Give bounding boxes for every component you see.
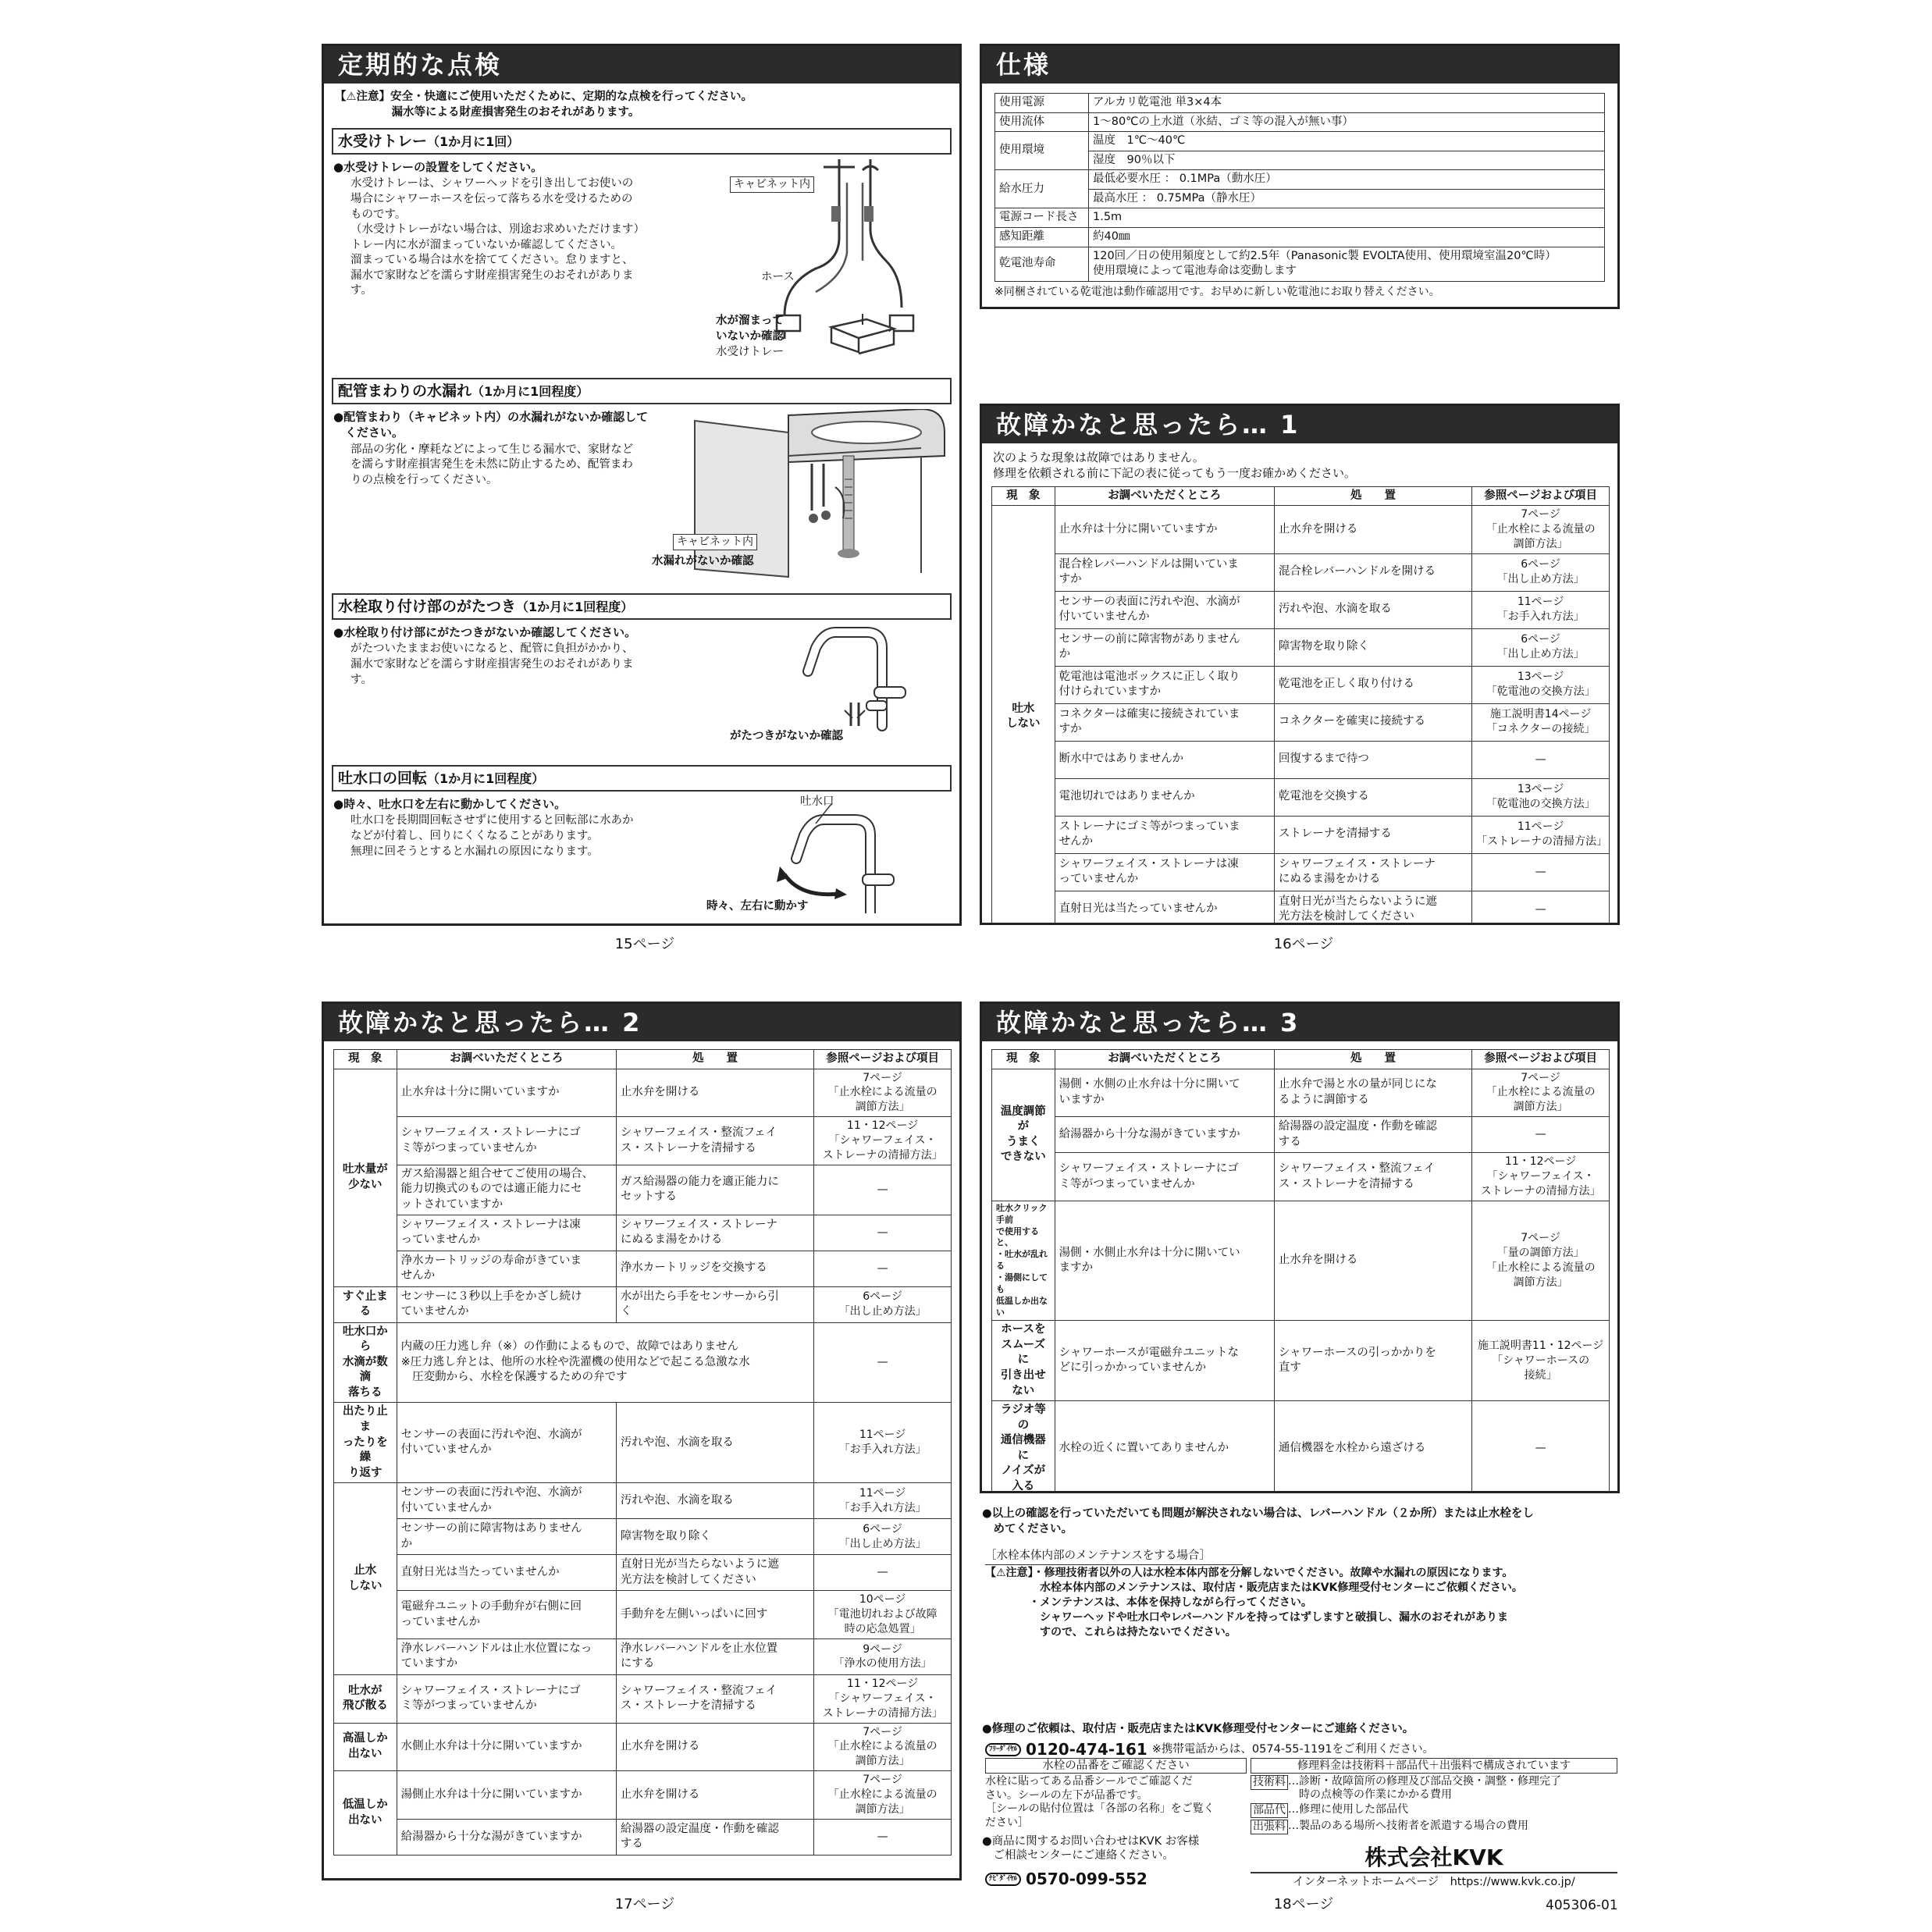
table-row	[334, 1165, 952, 1215]
check-cell: 直射日光は当たっていませんか	[1055, 891, 1274, 925]
maintenance-caution: 【⚠注意】・修理技術者以外の人は水栓本体内部を分解しないでください。故障や水漏れの原因になります。 水栓本体内部のメンテナンスは、取付店・販売店またはKVK修理受付センターにご依頼ください。 ・メンテナンスは、本体を保持しながら行ってください。 シャワーヘッドや吐水口やレバーハンドルを持ってはずしますと破損し、漏水のおそれがありま すので、これらは持たないでください。	[985, 1567, 1523, 1638]
table-header: 参照ページおよび項目	[814, 1050, 952, 1069]
check-cell: 電磁弁ユニットの手動弁が右側に回 っていませんか	[397, 1591, 616, 1639]
reference-cell: 7ページ 「止水栓による流量の 調節方法」	[814, 1069, 952, 1117]
check-cell: センサーに３秒以上手をかざし続け ていませんか	[397, 1286, 616, 1322]
action-cell: シャワーフェイス・整流フェイ ス・ストレーナを清掃する	[1274, 1153, 1471, 1201]
reference-cell: 7ページ 「止水栓による流量の 調節方法」	[814, 1723, 952, 1771]
spec-row	[995, 227, 1605, 247]
fee-label: 部品代	[1251, 1803, 1288, 1818]
action-cell: 直射日光が当たらないように遮 光方法を検討してください	[1274, 891, 1471, 925]
spec-key: 使用電源	[995, 94, 1089, 113]
spec-row	[995, 94, 1605, 113]
section-heading: 水受けトレー（1か月に1回）	[332, 128, 952, 155]
fee-box	[1251, 1758, 1617, 1834]
rotate-instruction-label: 時々、左右に動かす	[706, 900, 809, 913]
spec-key: 乾電池寿命	[995, 247, 1089, 281]
table-row	[334, 1403, 952, 1483]
table-row	[992, 666, 1610, 703]
action-cell: 汚れや泡、水滴を取る	[616, 1483, 813, 1519]
maintenance-heading: ［水栓本体内部のメンテナンスをする場合］	[985, 1549, 1243, 1565]
table-header: お調べいただくところ	[1055, 1050, 1274, 1069]
table-row	[334, 1286, 952, 1322]
symptom-cell: 高温しか 出ない	[334, 1723, 397, 1771]
reference-cell: 11ページ 「ストレーナの清掃方法」	[1472, 816, 1610, 853]
trouble-table-1	[991, 486, 1610, 926]
reference-cell: 11・12ページ 「シャワーフェイス・ ストレーナの清掃方法」	[1472, 1153, 1610, 1201]
check-cell: シャワーフェイス・ストレーナにゴ ミ等がつまっていませんか	[1055, 1153, 1274, 1201]
trouble-intro: 次のような現象は故障ではありません。 修理を依頼される前に下記の表に従ってもう一度お確かめください。	[993, 450, 1357, 481]
symptom-cell: すぐ止まる	[334, 1286, 397, 1322]
spec-key: 使用環境	[995, 132, 1089, 170]
table-row	[992, 506, 1610, 554]
action-cell: 汚れや泡、水滴を取る	[1274, 591, 1471, 628]
section-heading: 水栓取り付け部のがたつき（1か月に1回程度）	[332, 593, 952, 620]
wobble-check-label: がたつきがないか確認	[730, 730, 843, 743]
bullet: ●配管まわり（キャビネット内）の水漏れがないか確認して ください。	[333, 410, 649, 440]
spec-value: 最低必要水圧 ： 0.1MPa（動水圧）	[1089, 170, 1605, 190]
page-number-18: 18ページ	[1273, 1896, 1334, 1912]
table-row	[992, 853, 1610, 891]
reference-cell: 11ページ 「お手入れ方法」	[814, 1403, 952, 1483]
reference-cell: —	[814, 1165, 952, 1215]
symptom-cell: 吐水量が 少ない	[334, 1069, 397, 1286]
action-cell: シャワーホースの引っかかりを 直す	[1274, 1321, 1471, 1401]
table-row	[992, 628, 1610, 666]
spec-value: 1.5m	[1089, 208, 1605, 228]
table-row	[334, 1819, 952, 1855]
tray-label: 水受けトレー	[716, 346, 784, 359]
reference-cell: —	[1472, 1401, 1610, 1493]
page-16-trouble-panel	[980, 404, 1620, 925]
action-cell: シャワーフェイス・ストレーナ にぬるま湯をかける	[616, 1215, 813, 1251]
spec-value: 120回／日の使用頻度として約2.5年（Panasonic製 EVOLTA使用、使用環境室温20℃時） 使用環境によって電池寿命は変動します	[1089, 247, 1605, 281]
action-cell: 止水弁を開ける	[616, 1723, 813, 1771]
action-cell: 水が出たら手をセンサーから引 く	[616, 1286, 813, 1322]
table-row	[334, 1483, 952, 1519]
cabinet-label: キャビネット内	[730, 176, 814, 193]
symptom-cell: 温度調節が うまく できない	[992, 1069, 1055, 1201]
table-row	[992, 1117, 1610, 1153]
action-cell: 止水弁を開ける	[1274, 506, 1471, 554]
table-row	[334, 1251, 952, 1286]
check-cell: 湯側止水弁は十分に開いていますか	[397, 1771, 616, 1820]
action-cell: 通信機器を水栓から遠ざける	[1274, 1401, 1471, 1493]
section-spout-rotation	[324, 765, 959, 921]
reference-cell: 6ページ 「出し止め方法」	[814, 1519, 952, 1555]
symptom-cell: 低温しか 出ない	[334, 1771, 397, 1856]
table-row	[334, 1591, 952, 1639]
action-cell: 止水弁を開ける	[616, 1771, 813, 1820]
reference-cell: —	[814, 1819, 952, 1855]
check-cell: コネクターは確実に接続されていま すか	[1055, 703, 1274, 741]
reference-cell: 10ページ 「電池切れおよび故障 時の応急処置」	[814, 1591, 952, 1639]
table-row	[992, 741, 1610, 778]
page-number-15: 15ページ	[614, 936, 675, 952]
fee-label: 出張料	[1251, 1820, 1288, 1834]
spec-row	[995, 132, 1605, 151]
reference-cell: 9ページ 「浄水の使用方法」	[814, 1638, 952, 1674]
table-row	[992, 1321, 1610, 1401]
reference-cell: —	[1472, 853, 1610, 891]
table-row	[992, 1401, 1610, 1493]
free-dial-icon: ﾌﾘｰﾀﾞｲﾔﾙ	[985, 1743, 1021, 1756]
spec-title: 仕様	[982, 46, 1617, 84]
check-cell: 断水中ではありませんか	[1055, 741, 1274, 778]
page-15-title: 定期的な点検	[324, 46, 959, 84]
table-row	[992, 553, 1610, 591]
section-heading: 配管まわりの水漏れ（1か月に1回程度）	[332, 378, 952, 404]
action-cell: 止水弁で湯と水の量が同じにな るように調節する	[1274, 1069, 1471, 1117]
table-header: 参照ページおよび項目	[1472, 486, 1610, 506]
table-header-row	[992, 1050, 1610, 1069]
spec-value: アルカリ乾電池 単3×4本	[1089, 94, 1605, 113]
fee-row	[1251, 1775, 1617, 1802]
fee-label: 技術料	[1251, 1775, 1288, 1790]
action-cell: 止水弁を開ける	[616, 1069, 813, 1117]
check-cell: 浄水レバーハンドルは止水位置になっ ていますか	[397, 1638, 616, 1674]
action-cell: 回復するまで待つ	[1274, 741, 1471, 778]
check-cell: 止水弁は十分に開いていますか	[1055, 506, 1274, 554]
body-text: がたついたままお使いになると、配管に負担がかかり、 漏水で家財などを濡らす財産損害発生のおそれがありま す。	[350, 642, 634, 686]
table-row	[992, 591, 1610, 628]
reference-cell: —	[814, 1215, 952, 1251]
check-cell: 乾電池は電池ボックスに正しく取り 付けられていますか	[1055, 666, 1274, 703]
navi-dial-icon: ﾅﾋﾞﾀﾞｲﾔﾙ	[985, 1873, 1021, 1885]
action-cell: 混合栓レバーハンドルを開ける	[1274, 553, 1471, 591]
reference-cell: 11・12ページ 「シャワーフェイス・ ストレーナの清掃方法」	[814, 1117, 952, 1165]
trouble-table-3	[991, 1049, 1610, 1493]
check-cell: 湯側・水側止水弁は十分に開いてい ますか	[1055, 1201, 1274, 1320]
part-number-heading: 水栓の品番をご確認ください	[985, 1758, 1247, 1774]
spec-row	[995, 247, 1605, 281]
page-number-16: 16ページ	[1273, 936, 1334, 952]
check-cell: ストレーナにゴミ等がつまっていま せんか	[1055, 816, 1274, 853]
action-cell: 給湯器の設定温度・作動を確認 する	[616, 1819, 813, 1855]
fee-rows	[1251, 1775, 1617, 1834]
action-cell: 手動弁を左側いっぱいに回す	[616, 1591, 813, 1639]
fee-desc: …診断・故障箇所の修理及び部品交換・調整・修理完了 時の点検等の作業にかかる費用	[1288, 1775, 1561, 1801]
trouble-1-title: 故障かなと思ったら… 1	[982, 406, 1617, 443]
hose-label: ホース	[761, 271, 795, 284]
table-row	[992, 1069, 1610, 1117]
reference-cell: 6ページ 「出し止め方法」	[1472, 553, 1610, 591]
action-cell: シャワーフェイス・整流フェイ ス・ストレーナを清掃する	[616, 1117, 813, 1165]
leak-check-label: 水漏れがないか確認	[652, 555, 754, 568]
check-cell: センサーの表面に汚れや泡、水滴が 付いていませんか	[1055, 591, 1274, 628]
trouble-3-title: 故障かなと思ったら… 3	[982, 1004, 1617, 1041]
action-cell: ガス給湯器の能力を適正能力に セットする	[616, 1165, 813, 1215]
table-row	[334, 1723, 952, 1771]
check-cell: 直射日光は当たっていませんか	[397, 1555, 616, 1591]
action-cell: 直射日光が当たらないように遮 光方法を検討してください	[616, 1555, 813, 1591]
check-cell: 水側止水弁は十分に開いていますか	[397, 1723, 616, 1771]
table-row	[334, 1069, 952, 1117]
symptom-cell: 吐水が 飛び散る	[334, 1674, 397, 1723]
reference-cell: 11ページ 「お手入れ方法」	[814, 1483, 952, 1519]
reference-cell: 7ページ 「止水栓による流量の 調節方法」	[814, 1771, 952, 1820]
fee-row	[1251, 1820, 1617, 1834]
symptom-cell: 吐水口から 水滴が数滴 落ちる	[334, 1322, 397, 1403]
check-cell: 電池切れではありませんか	[1055, 778, 1274, 816]
reference-cell: —	[814, 1322, 952, 1403]
spout-label: 吐水口	[800, 795, 834, 809]
page-16-spec-panel	[980, 44, 1620, 309]
table-row	[992, 816, 1610, 853]
check-cell: 給湯器から十分な湯がきていますか	[397, 1819, 616, 1855]
reference-cell: 7ページ 「量の調節方法」 「止水栓による流量の 調節方法」	[1472, 1201, 1610, 1320]
check-cell: 湯側・水側の止水弁は十分に開いて いますか	[1055, 1069, 1274, 1117]
spec-value: 最高水圧 ： 0.75MPa（静水圧）	[1089, 189, 1605, 208]
table-row	[992, 1201, 1610, 1320]
check-cell: センサーの前に障害物がありません か	[1055, 628, 1274, 666]
table-header: 処 置	[1274, 1050, 1471, 1069]
caution-note: 【⚠注意】安全・快適にご使用いただくために、定期的な点検を行ってください。 漏水等による財産損害発生のおそれがあります。	[335, 91, 753, 119]
fee-desc: …修理に使用した部品代	[1288, 1802, 1408, 1816]
check-cell: 混合栓レバーハンドルは開いていま すか	[1055, 553, 1274, 591]
check-cell: シャワーホースが電磁弁ユニットな どに引っかかっていませんか	[1055, 1321, 1274, 1401]
part-number-box	[985, 1758, 1247, 1830]
table-row	[334, 1674, 952, 1723]
spec-value: 約40㎜	[1089, 227, 1605, 247]
reference-cell: 11・12ページ 「シャワーフェイス・ ストレーナの清掃方法」	[814, 1674, 952, 1723]
action-cell: シャワーフェイス・整流フェイ ス・ストレーナを清掃する	[616, 1674, 813, 1723]
table-header: 現 象	[334, 1050, 397, 1069]
repair-phone: 0120-474-161	[1026, 1740, 1147, 1759]
spec-value: 温度 1℃～40℃	[1089, 132, 1605, 151]
reference-cell: 7ページ 「止水栓による流量の 調節方法」	[1472, 1069, 1610, 1117]
symptom-cell: ラジオ等の 通信機器に ノイズが入る	[992, 1401, 1055, 1493]
check-cell: 止水弁は十分に開いていますか	[397, 1069, 616, 1117]
page-17-panel	[322, 1002, 962, 1880]
reference-cell: —	[1472, 891, 1610, 925]
reference-cell: 7ページ 「止水栓による流量の 調節方法」	[1472, 506, 1610, 554]
table-header: お調べいただくところ	[397, 1050, 616, 1069]
action-cell: コネクターを確実に接続する	[1274, 703, 1471, 741]
spec-row	[995, 112, 1605, 132]
fee-desc: …製品のある場所へ技術者を派遣する場合の費用	[1288, 1819, 1528, 1832]
check-cell: シャワーフェイス・ストレーナにゴ ミ等がつまっていませんか	[397, 1117, 616, 1165]
table-row	[334, 1555, 952, 1591]
check-cell: シャワーフェイス・ストレーナは凍 っていませんか	[1055, 853, 1274, 891]
action-cell: 給湯器の設定温度・作動を確認 する	[1274, 1117, 1471, 1153]
table-header-row	[992, 486, 1610, 506]
repair-contact: ●修理のご依頼は、取付店・販売店またはKVK修理受付センターにご連絡ください。	[982, 1723, 1414, 1735]
reference-cell: 6ページ 「出し止め方法」	[1472, 628, 1610, 666]
spec-key: 感知距離	[995, 227, 1089, 247]
symptom-cell: 止水 しない	[334, 1483, 397, 1675]
part-number-body: 水栓に貼ってある品番シールでご確認くだ さい。シールの左下が品番です。 ［シールの貼付位置は「各部の名称」をご覧く ださい］	[985, 1775, 1215, 1829]
check-cell: 給湯器から十分な湯がきていますか	[1055, 1117, 1274, 1153]
action-cell: シャワーフェイス・ストレーナ にぬるま湯をかける	[1274, 853, 1471, 891]
spec-value: 湿度 90％以下	[1089, 151, 1605, 170]
symptom-cell: 吐水クリック手前 で使用すると、 ・吐水が乱れる ・湯側にしても 低温しか出ない	[992, 1201, 1055, 1320]
check-cell: ガス給湯器と組合せてご使用の場合、 能力切換式のものでは適正能力にセ ットされていますか	[397, 1165, 616, 1215]
check-cell: 浄水カートリッジの寿命がきていま せんか	[397, 1251, 616, 1286]
spec-key: 使用流体	[995, 112, 1089, 132]
spec-value: 1～80℃の上水道（氷結、ゴミ等の混入が無い事）	[1089, 112, 1605, 132]
page-number-17: 17ページ	[614, 1896, 675, 1912]
spout-rotation-illustration	[761, 804, 948, 913]
page-15-panel	[322, 44, 962, 926]
fee-heading: 修理料金は技術料＋部品代＋出張料で構成されています	[1251, 1758, 1617, 1774]
company-name: 株式会社KVK	[1251, 1844, 1617, 1873]
table-row	[992, 1153, 1610, 1201]
reference-cell: 施工説明書11・12ページ 「シャワーホースの 接続」	[1472, 1321, 1610, 1401]
reference-cell: 13ページ 「乾電池の交換方法」	[1472, 666, 1610, 703]
bullet: ●水栓取り付け部にがたつきがないか確認してください。	[333, 625, 637, 640]
spec-key: 給水圧力	[995, 170, 1089, 208]
check-cell: センサーの前に障害物はありません か	[397, 1519, 616, 1555]
repair-phone-row	[985, 1739, 1434, 1760]
body-text: 吐水口を長期間回転させずに使用すると回転部に水あか などが付着し、回りにくくなることがあります。 無理に回そうとすると水漏れの原因になります。	[350, 814, 634, 858]
check-water-label: 水が溜まって いないか確認	[716, 315, 784, 343]
spec-key: 電源コード長さ	[995, 208, 1089, 228]
table-row	[992, 703, 1610, 741]
symptom-cell: 出たり止ま ったりを繰 り返す	[334, 1403, 397, 1483]
table-row	[334, 1215, 952, 1251]
product-phone: 0570-099-552	[1026, 1870, 1147, 1888]
reference-cell: 6ページ 「出し止め方法」	[814, 1286, 952, 1322]
spec-table	[994, 93, 1605, 282]
section-pipe-leak	[324, 378, 959, 585]
body-text: 部品の劣化・摩耗などによって生じる漏水で、家財など を濡らす財産損害発生を未然に防止するため、配管まわ りの点検を行ってください。	[350, 443, 634, 486]
body-text: 水受けトレーは、シャワーヘッドを引き出してお使いの 場合にシャワーホースを伝って落ちる水を受けるための ものです。 （水受けトレーがない場合は、別途お求めいただけます） トレー内に水が溜まっていないか確認してください。 溜まっている場合は水を捨ててください。怠りますと、 漏水で家財などを濡らす財産損害発生のおそれがありま す。	[350, 177, 645, 297]
faucet-wobble-illustration	[796, 624, 952, 734]
reference-cell: —	[1472, 1117, 1610, 1153]
symptom-cell: ホースを スムーズに 引き出せない	[992, 1321, 1055, 1401]
section-heading: 吐水口の回転（1か月に1回程度）	[332, 765, 952, 792]
action-cell: ストレーナを清掃する	[1274, 816, 1471, 853]
table-row	[334, 1771, 952, 1820]
reference-cell: —	[814, 1555, 952, 1591]
table-row	[334, 1638, 952, 1674]
page-18-panel	[980, 1002, 1620, 1493]
table-row	[334, 1519, 952, 1555]
fee-row	[1251, 1803, 1617, 1818]
action-cell: 障害物を取り除く	[616, 1519, 813, 1555]
check-cell: シャワーフェイス・ストレーナは凍 っていませんか	[397, 1215, 616, 1251]
after-check-note: ●以上の確認を行っていただいても問題が解決されない場合は、レバーハンドル（２か所）または止水栓をし めてください。	[982, 1507, 1534, 1535]
table-header: 現 象	[992, 1050, 1055, 1069]
action-cell: 止水弁を開ける	[1274, 1201, 1471, 1320]
table-row	[992, 778, 1610, 816]
document-number: 405306-01	[1546, 1898, 1618, 1913]
mobile-note: ※携帯電話からは、0574-55-1191をご利用ください。	[1151, 1742, 1435, 1756]
check-cell: シャワーフェイス・ストレーナにゴ ミ等がつまっていませんか	[397, 1674, 616, 1723]
check-cell: センサーの表面に汚れや泡、水滴が 付いていませんか	[397, 1403, 616, 1483]
symptom-cell: 吐水 しない	[992, 506, 1055, 925]
section-mount-wobble	[324, 593, 959, 757]
check-cell: 水栓の近くに置いてありませんか	[1055, 1401, 1274, 1493]
homepage-url: インターネットホームページ https://www.kvk.co.jp/	[1293, 1876, 1575, 1888]
action-cell: 浄水レバーハンドルを止水位置 にする	[616, 1638, 813, 1674]
action-cell: 汚れや泡、水滴を取る	[616, 1403, 813, 1483]
spec-note: ※同梱されている乾電池は動作確認用です。お早めに新しい乾電池にお取り替えください。	[994, 285, 1440, 298]
cabinet-label: キャビネット内	[673, 534, 757, 550]
action-cell: 乾電池を交換する	[1274, 778, 1471, 816]
product-inquiry: ●商品に関するお問い合わせはKVK お客様 ご相談センターにご連絡ください。	[982, 1835, 1200, 1863]
table-header: 参照ページおよび項目	[1472, 1050, 1610, 1069]
reference-cell: 11ページ 「お手入れ方法」	[1472, 591, 1610, 628]
trouble-table-2	[333, 1049, 952, 1856]
product-phone-row	[985, 1869, 1147, 1890]
table-header: 現 象	[992, 486, 1055, 506]
table-header-row	[334, 1050, 952, 1069]
section-water-tray	[324, 128, 959, 370]
trouble-2-title: 故障かなと思ったら… 2	[324, 1004, 959, 1041]
table-header: 処 置	[616, 1050, 813, 1069]
spec-row	[995, 208, 1605, 228]
table-header: お調べいただくところ	[1055, 486, 1274, 506]
table-row	[334, 1322, 952, 1403]
reference-cell: —	[1472, 741, 1610, 778]
action-cell: 乾電池を正しく取り付ける	[1274, 666, 1471, 703]
reference-cell: 13ページ 「乾電池の交換方法」	[1472, 778, 1610, 816]
bullet: ●時々、吐水口を左右に動かしてください。	[333, 797, 567, 812]
spec-row	[995, 170, 1605, 190]
check-cell: センサーの表面に汚れや泡、水滴が 付いていませんか	[397, 1483, 616, 1519]
table-row	[334, 1117, 952, 1165]
table-header: 処 置	[1274, 486, 1471, 506]
action-cell: 障害物を取り除く	[1274, 628, 1471, 666]
reference-cell: —	[814, 1251, 952, 1286]
action-cell: 浄水カートリッジを交換する	[616, 1251, 813, 1286]
table-row	[992, 891, 1610, 925]
explanation-cell: 内蔵の圧力逃し弁（※）の作動によるもので、故障ではありません ※圧力逃し弁とは、他所の水栓や洗濯機の使用などで起こる急激な水 圧変動から、水栓を保護するための弁です	[397, 1322, 814, 1403]
bullet: ●水受けトレーの設置をしてください。	[333, 160, 543, 175]
reference-cell: 施工説明書14ページ 「コネクターの接続」	[1472, 703, 1610, 741]
